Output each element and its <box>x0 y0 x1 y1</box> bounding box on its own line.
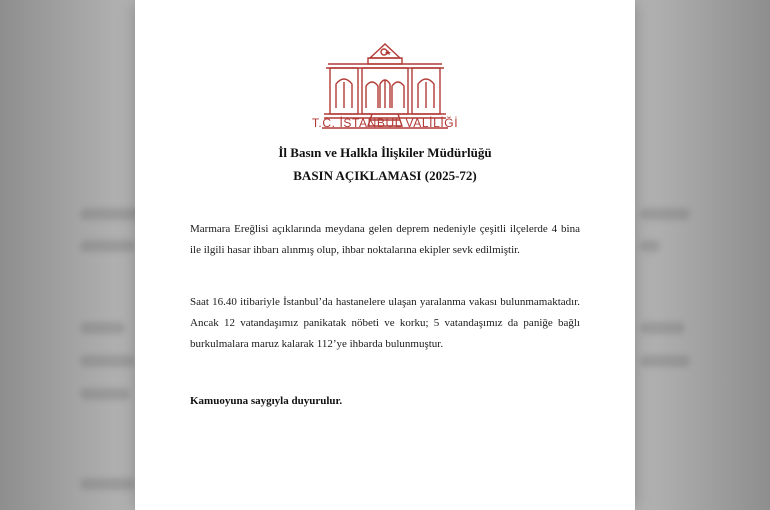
closing-statement: Kamuoyuna saygıyla duyurulur. <box>190 395 343 407</box>
blurred-text-line <box>80 208 140 220</box>
paragraph-injury-status: Saat 16.40 itibariyle İstanbul’da hastanelere ulaşan yaralanma vakası bulunmamaktadır. Ancak 12 vatandaşımız panikatak nöbeti ve korku; 5 vatandaşımız da paniğe bağlı burkulmalara maruz kalarak 112’ye ihbarda bulunmuştur. <box>190 296 580 350</box>
press-release-page <box>135 0 635 510</box>
blurred-text-line <box>640 240 660 252</box>
logo-text: T.C. İSTANBUL VALİLİĞİ <box>311 116 459 130</box>
paragraph-damage-reports: Marmara Ereğlisi açıklarında meydana gelen deprem nedeniyle çeşitli ilçelerde 4 bina ile ilgili hasar ihbarı alınmış olup, ihbar noktalarına ekipler sevk edilmiştir. <box>190 223 580 256</box>
blurred-text-line <box>80 240 135 252</box>
blurred-text-line <box>640 208 690 220</box>
department-heading: İl Basın ve Halkla İlişkiler Müdürlüğü <box>278 145 492 160</box>
blurred-text-line <box>640 355 690 367</box>
document-title: BASIN AÇIKLAMASI (2025-72) <box>293 168 477 183</box>
blurred-text-line <box>80 388 130 400</box>
blurred-text-line <box>80 478 135 490</box>
blurred-text-line <box>640 322 685 334</box>
blurred-text-line <box>80 355 135 367</box>
blurred-text-line <box>80 322 125 334</box>
